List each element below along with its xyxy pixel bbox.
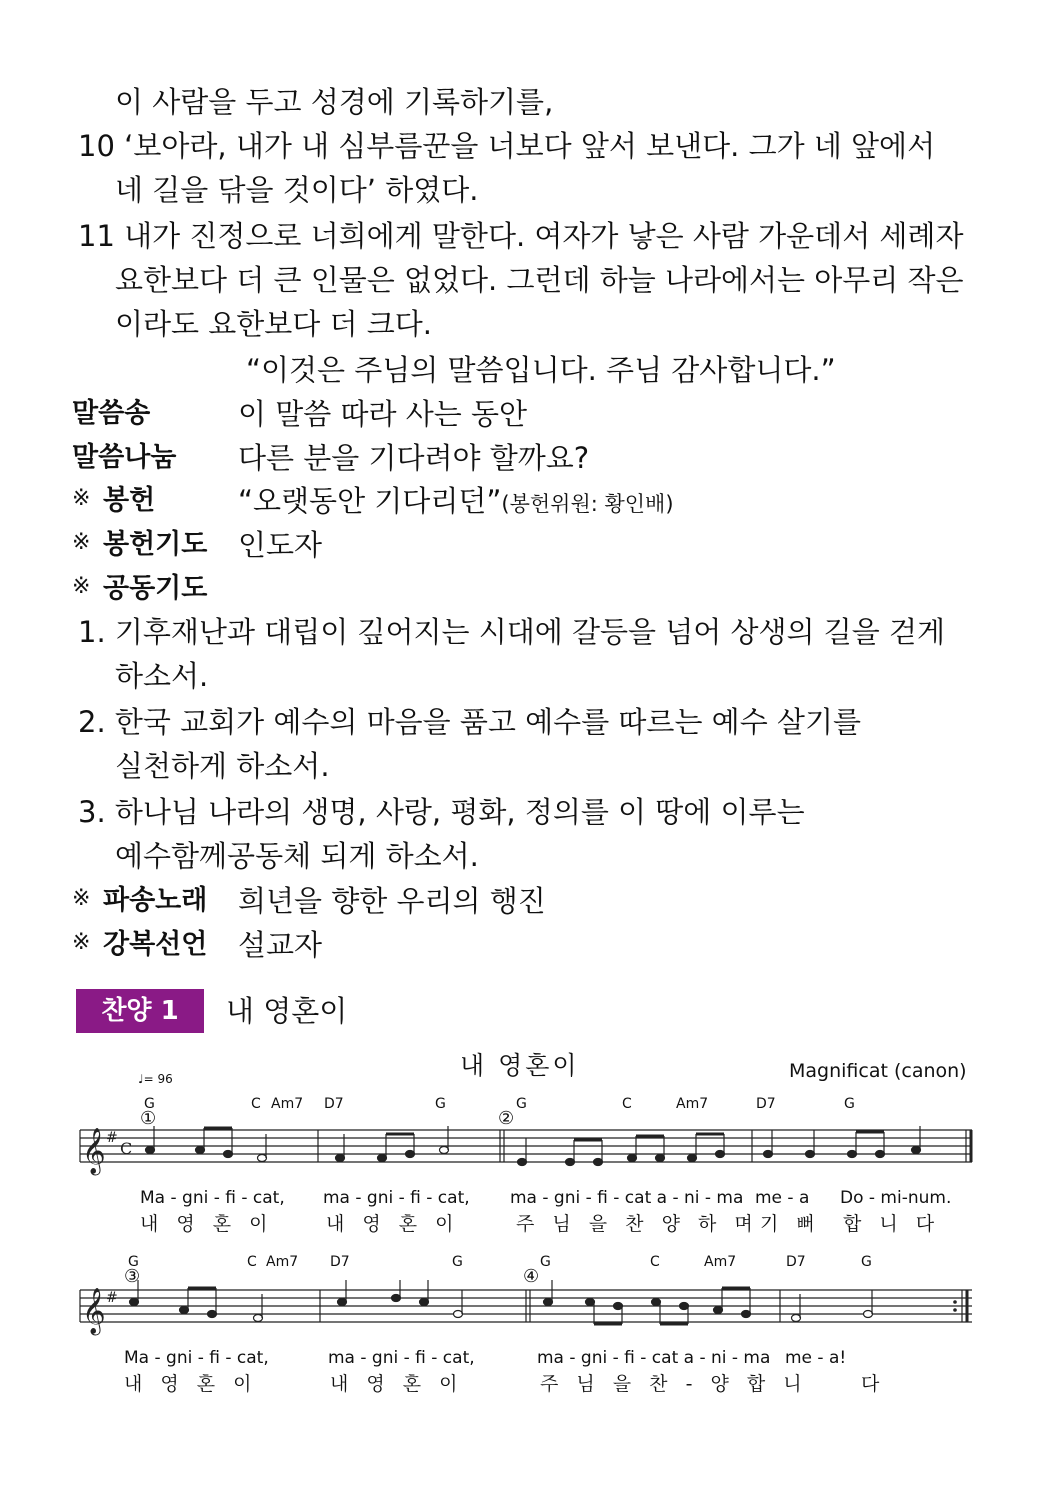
scripture-line: 네 길을 닦을 것이다’ 하였다. — [115, 173, 479, 207]
chord: G — [435, 1096, 446, 1112]
score-title: 내 영혼이 — [460, 1051, 580, 1080]
offering-value: “오랫동안 기다리던”(봉헌위원: 황인배) — [238, 484, 674, 518]
latin-lyric: ma - gni - fi - cat a - ni - ma — [537, 1348, 771, 1368]
canon-mark: ② — [498, 1108, 515, 1129]
chord: G — [452, 1254, 463, 1270]
blessing-value: 설교자 — [238, 928, 323, 962]
chord: C — [251, 1096, 261, 1112]
offering-note: (봉헌위원: 황인배) — [501, 492, 674, 516]
latin-lyric: Do - mi-num. — [840, 1188, 952, 1208]
prayer-item: 2. 한국 교회가 예수의 마음을 품고 예수를 따르는 예수 살기를 — [78, 705, 861, 739]
korean-lyric: 기 뻐 — [760, 1213, 821, 1235]
standing-mark: ※ — [72, 574, 91, 599]
canon-mark: ① — [140, 1108, 157, 1129]
latin-lyric: ma - gni - fi - cat a - ni - ma — [510, 1188, 744, 1208]
korean-lyric: 다 — [861, 1373, 886, 1395]
chord: C — [622, 1096, 632, 1112]
common-prayer-label: 공동기도 — [103, 573, 208, 604]
prayer-item: 1. 기후재난과 대립이 깊어지는 시대에 갈등을 넘어 상생의 길을 걷게 — [78, 615, 946, 649]
chord: C — [650, 1254, 660, 1270]
standing-mark: ※ — [72, 530, 91, 555]
offering-prayer-value: 인도자 — [238, 528, 323, 562]
chord: G — [516, 1096, 527, 1112]
offering-prayer-label: 봉헌기도 — [103, 529, 208, 560]
chord: G — [144, 1096, 155, 1112]
share-value: 다른 분을 기다려야 할까요? — [238, 441, 590, 475]
canon-mark: ③ — [124, 1266, 141, 1287]
prayer-item: 3. 하나님 나라의 생명, 사랑, 평화, 정의를 이 땅에 이루는 — [78, 795, 805, 829]
chord: D7 — [756, 1096, 776, 1112]
tempo-mark: ♩= 96 — [138, 1072, 173, 1086]
korean-lyric: 내 영 혼 이 — [330, 1373, 464, 1395]
standing-mark: ※ — [72, 886, 91, 911]
score-subtitle: Magnificat (canon) — [789, 1060, 967, 1082]
song-label: 말씀송 — [72, 398, 151, 429]
latin-lyric: Ma - gni - fi - cat, — [124, 1348, 269, 1368]
chord: G — [540, 1254, 551, 1270]
scripture-line: 이 사람을 두고 성경에 기록하기를, — [115, 85, 554, 119]
sending-song-label: 파송노래 — [103, 885, 208, 916]
share-label: 말씀나눔 — [72, 442, 177, 473]
staff-row-2 — [0, 1280, 1049, 1340]
hymn-badge: 찬양 1 — [76, 989, 204, 1033]
blessing-label: 강복선언 — [103, 929, 208, 960]
sending-song-value: 희년을 향한 우리의 행진 — [238, 884, 546, 918]
scripture-verse-10: 10 ‘보아라, 내가 내 심부름꾼을 너보다 앞서 보낸다. 그가 네 앞에서 — [78, 129, 936, 163]
chord: G — [844, 1096, 855, 1112]
latin-lyric: ma - gni - fi - cat, — [323, 1188, 470, 1208]
hymn-title: 내 영혼이 — [226, 994, 348, 1028]
prayer-item-cont: 하소서. — [115, 659, 209, 693]
svg-text:𝄞: 𝄞 — [82, 1288, 106, 1334]
svg-text:#: # — [106, 1290, 118, 1306]
chord: Am7 — [676, 1096, 709, 1112]
latin-lyric: me - a — [755, 1188, 810, 1208]
latin-lyric: ma - gni - fi - cat, — [328, 1348, 475, 1368]
canon-mark: ④ — [523, 1266, 540, 1287]
chord: G — [861, 1254, 872, 1270]
chord: Am7 — [271, 1096, 304, 1112]
korean-lyric: 주 님 을 찬 - 양 합 니 — [540, 1373, 808, 1395]
korean-lyric: 내 영 혼 이 — [326, 1213, 460, 1235]
latin-lyric: me - a! — [785, 1348, 847, 1368]
korean-lyric: 내 영 혼 이 — [124, 1373, 258, 1395]
standing-mark: ※ — [72, 486, 91, 511]
prayer-item-cont: 예수함께공동체 되게 하소서. — [115, 839, 479, 873]
chord: Am7 — [266, 1254, 299, 1270]
prayer-item-cont: 실천하게 하소서. — [115, 749, 330, 783]
chord: D7 — [786, 1254, 806, 1270]
svg-text:𝄞: 𝄞 — [82, 1128, 106, 1174]
chord: G — [128, 1254, 139, 1270]
standing-mark: ※ — [72, 930, 91, 955]
korean-lyric: 주 님 을 찬 양 하 며 — [516, 1213, 759, 1235]
svg-text:#: # — [106, 1130, 118, 1146]
chord: D7 — [330, 1254, 350, 1270]
chord: Am7 — [704, 1254, 737, 1270]
staff-row-1 — [0, 1120, 1049, 1180]
svg-text:C: C — [120, 1139, 133, 1158]
scripture-verse-11: 11 내가 진정으로 너희에게 말한다. 여자가 낳은 사람 가운데서 세례자 — [78, 219, 964, 253]
scripture-line: 이라도 요한보다 더 크다. — [115, 307, 433, 341]
song-value: 이 말씀 따라 사는 동안 — [238, 397, 527, 431]
latin-lyric: Ma - gni - fi - cat, — [140, 1188, 285, 1208]
chord: D7 — [324, 1096, 344, 1112]
scripture-line: 요한보다 더 큰 인물은 없었다. 그런데 하늘 나라에서는 아무리 작은 — [115, 263, 964, 297]
offering-label: 봉헌 — [103, 485, 156, 516]
korean-lyric: 내 영 혼 이 — [140, 1213, 274, 1235]
chord: C — [247, 1254, 257, 1270]
korean-lyric: 합 니 다 — [843, 1213, 941, 1235]
scripture-closing: “이것은 주님의 말씀입니다. 주님 감사합니다.” — [246, 353, 836, 387]
